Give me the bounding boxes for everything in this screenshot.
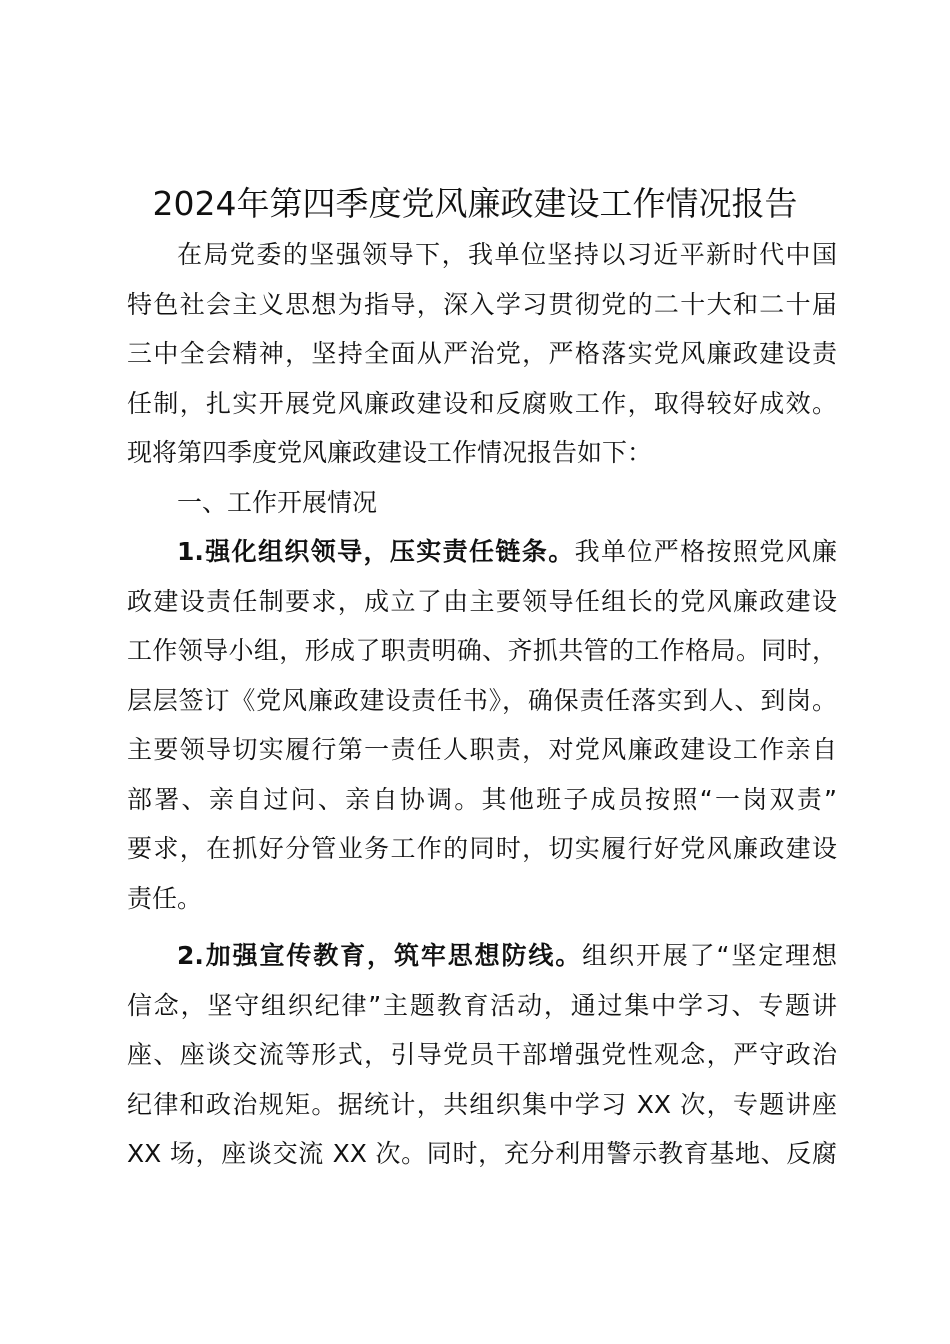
paragraph-line: 三中全会精神，坚持全面从严治党，严格落实党风廉政建设责 [127, 339, 837, 368]
paragraph-line: 座、座谈交流等形式，引导党员干部增强党性观念，严守政治 [127, 1040, 837, 1069]
paragraph-line: XX 场，座谈交流 XX 次。同时，充分利用警示教育基地、反腐 [127, 1139, 837, 1168]
item-lead-rest: 我单位严格按照党风廉 [574, 537, 837, 566]
item-lead-bold: 2.加强宣传教育，筑牢思想防线。 [177, 941, 583, 970]
paragraph-line: 在局党委的坚强领导下，我单位坚持以习近平新时代中国 [177, 240, 837, 269]
paragraph-line: 要求，在抓好分管业务工作的同时，切实履行好党风廉政建设 [127, 834, 837, 863]
paragraph-line: 纪律和政治规矩。据统计，共组织集中学习 XX 次，专题讲座 [127, 1089, 837, 1119]
paragraph-first-line [127, 527, 837, 577]
intro-paragraph [127, 230, 837, 478]
item-1-paragraph [127, 527, 837, 923]
paragraph-line: 工作领导小组，形成了职责明确、齐抓共管的工作格局。同时， [127, 636, 837, 665]
paragraph-line: 主要领导切实履行第一责任人职责，对党风廉政建设工作亲自 [127, 735, 837, 764]
paragraph-line: 部署、亲自过问、亲自协调。其他班子成员按照“一岗双责” [127, 784, 837, 814]
paragraph-line: 信念，坚守组织纪律”主题教育活动，通过集中学习、专题讲 [127, 990, 837, 1020]
paragraph-line: 特色社会主义思想为指导，深入学习贯彻党的二十大和二十届 [127, 289, 837, 319]
item-lead-rest: 组织开展了“坚定理想 [582, 941, 837, 970]
paragraph-line: 政建设责任制要求，成立了由主要领导任组长的党风廉政建设 [127, 586, 837, 616]
item-lead-bold: 1.强化组织领导，压实责任链条。 [177, 537, 575, 566]
paragraph-gap [127, 923, 837, 931]
document-body [127, 230, 837, 1179]
item-2-paragraph [127, 931, 837, 1179]
paragraph-line: 任制，扎实开展党风廉政建设和反腐败工作，取得较好成效。 [127, 388, 837, 418]
paragraph-first-line [127, 931, 837, 981]
paragraph-line: 现将第四季度党风廉政建设工作情况报告如下： [127, 438, 653, 467]
paragraph-line: 层层签订《党风廉政建设责任书》，确保责任落实到人、到岗。 [127, 685, 837, 715]
section-heading: 一、工作开展情况 [177, 487, 378, 517]
document-title: 2024年第四季度党风廉政建设工作情况报告 [152, 184, 798, 223]
paragraph-line: 责任。 [127, 883, 203, 913]
